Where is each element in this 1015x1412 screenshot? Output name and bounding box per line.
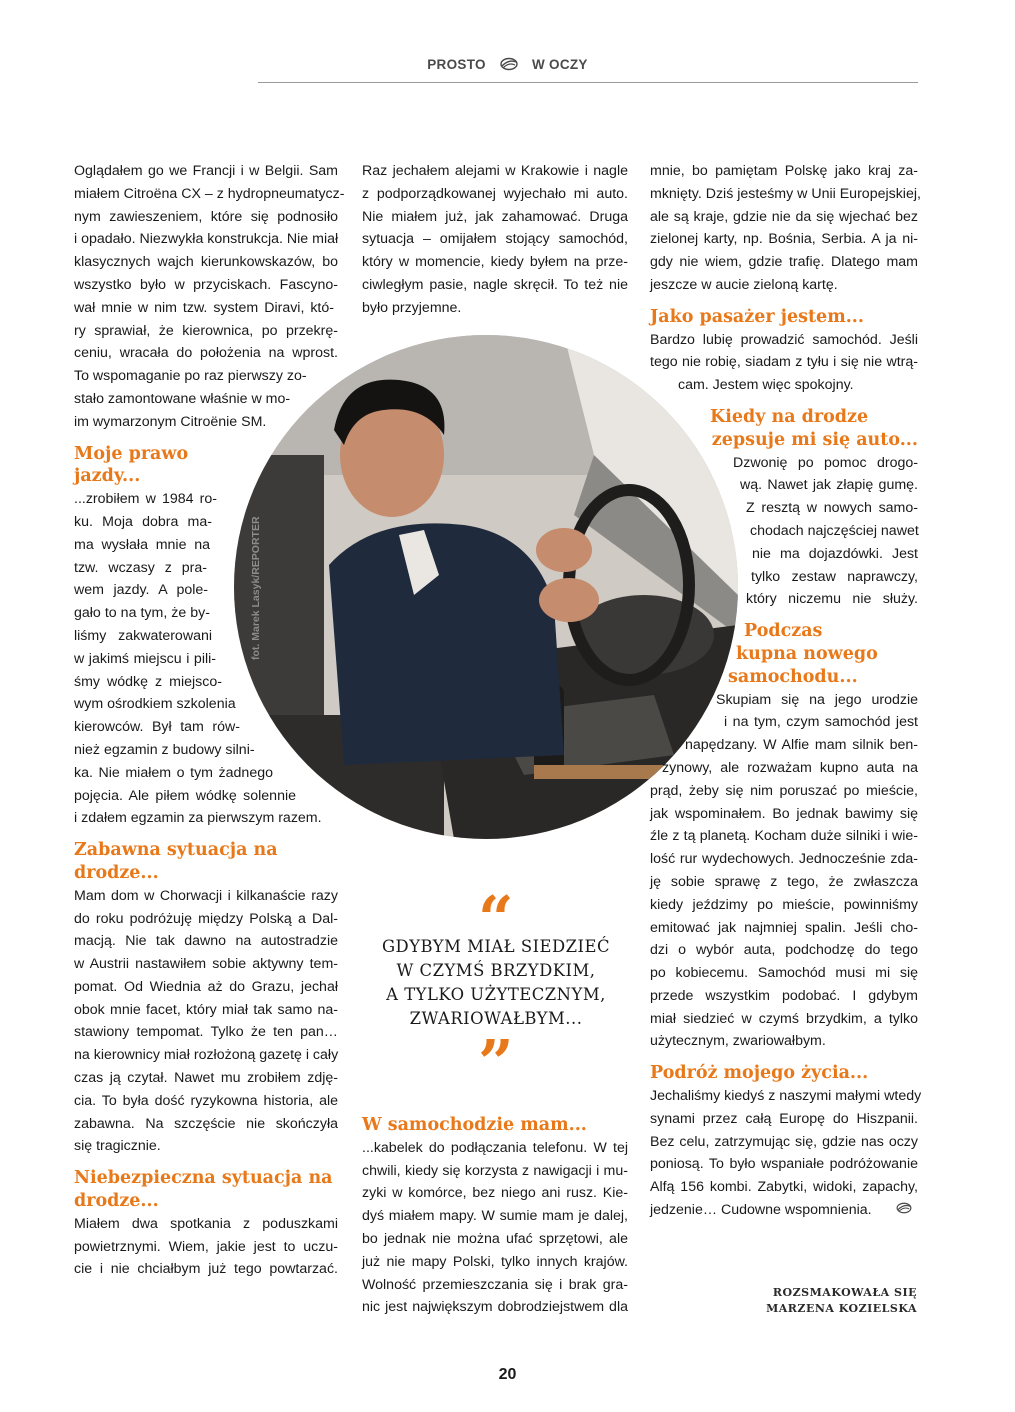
text-line: chodach najczęściej nawet [750,522,919,539]
text-line: Raz jechałem alejami w Krakowie i nagle [362,163,628,179]
quote-line: GDYBYM MIAŁ SIEDZIEĆ [381,937,611,956]
header-rule [258,82,918,83]
heading-line: samochodu... [728,666,858,687]
heading-line: drodze... [74,1191,159,1212]
text-line: Dzwonię po pomoc drogo- [733,454,918,471]
text-line: do roku podróżuję między Polską a Dal- [74,910,338,927]
text-line: wał mnie w nim tzw. system Diravi, któ- [74,299,334,316]
quote-line: W CZYMŚ BRZYDKIM, [396,961,596,980]
text-line: ...kabelek do podłączania telefonu. W tej [362,1139,628,1156]
col1-paragraph-3 [74,1213,338,1281]
text-line: emitować jak najmniej spalin. Jeśli cho- [650,919,918,936]
text-line: jedzenie… Cudowne wspomnienia. [650,1202,872,1219]
text-line: im wymarzonym Citroënie SM. [74,413,267,430]
text-line: ciwległym pasie, nagle skręcił. To też nie [362,276,628,293]
text-line: Bardzo lubię prowadzić samochód. Jeśli [650,331,918,348]
col2-intro [362,160,628,320]
text-line: ceniu, wracała do położenia na wprost. [74,345,338,362]
heading-kiedy-na-drodze [650,406,918,452]
end-mark-icon [896,1199,912,1222]
text-line: ry sprawiał, że kierownica, po przekrę- [74,322,338,339]
heading-podroz-mojego-zycia [650,1062,918,1085]
pull-quote [362,935,630,1031]
text-line: cie i nie chciałbym już tego powtarzać. [74,1261,338,1278]
column-2-lower [362,1114,628,1319]
text-line: nic jest największym dobrodziejstwem dla [362,1299,628,1316]
photo-credit: fot. Marek Lasyk/REPORTER [250,516,262,660]
text-line: gało to na tym, że by- [74,605,210,622]
heading-moje-prawo-jazdy [74,443,338,489]
heading-w-samochodzie [362,1114,628,1137]
text-line: zabawna. Na szczęście nie skończyła [74,1115,338,1132]
quote-open-mark: “ [478,882,514,955]
col2-paragraph-1 [362,1137,628,1319]
heading-niebezpieczna-sytuacja [74,1167,338,1213]
running-header [0,57,1015,74]
text-line: To wspomaganie po raz pierwszy zo- [74,368,307,385]
heading-line: drodze... [74,862,159,883]
text-line: Oglądałem go we Francji i w Belgii. Sam [74,163,338,179]
text-line: macją. Nie tak dawno na autostradzie [74,933,338,950]
col1-paragraph-1 [74,488,338,830]
text-line: w Austrii nastawiłem sobie aktywny tem- [74,956,338,973]
column-2 [362,160,628,320]
text-line: bo jednak nie można ufać sprzętowi, ale [362,1230,628,1247]
heading-line: Kiedy na drodze [710,406,869,427]
text-line: tzw. wczasy z pra- [74,559,207,576]
heading-line: Podróż mojego życia... [650,1063,869,1084]
text-line: Wolność przemieszczania się i brak gra- [362,1276,628,1293]
col3-paragraph-2 [650,452,918,612]
text-line: gdy nie wiem, gdzie trafię. Dlatego mam [650,254,918,271]
col3-intro [650,160,921,297]
col3-paragraph-3 [650,689,918,1054]
page-number: 20 [498,1366,517,1383]
text-line: mnie, bo pamiętam Polskę jako kraj za- [650,163,918,179]
text-line: po kobiecemu. Samochód musi mi się [650,965,918,982]
text-line: dyś miałem mapy. W sumie mam je dalej, [362,1208,628,1225]
text-line: klasycznych wajch kierunkowskazów, bo [74,254,338,271]
heading-line: Jako pasażer jestem... [650,306,864,327]
quote-line: A TYLKO UŻYTECZNYM, [386,985,606,1004]
text-line: napędzany. W Alfie mam silnik ben- [685,737,918,754]
text-line: pojęcia. Ale piłem wódkę solennie [74,787,296,804]
column-3 [650,160,922,1222]
text-line: nie ma dojazdówki. Jest [752,545,918,562]
text-line: liśmy zakwaterowani [74,627,212,644]
heading-zabawna-sytuacja [74,839,338,885]
text-line: się tragicznie. [74,1138,161,1155]
text-line: zielonej karty, np. Bośnia, Serbia. A ja ni- [650,231,918,248]
col1-paragraph-2 [74,885,338,1159]
text-line: Z resztą w nowych samo- [746,500,918,517]
text-line: ka. Nie miałem o tym żadnego [74,764,273,781]
text-line: i zdałem egzamin za pierwszym razem. [74,810,322,827]
magazine-logo-icon [500,57,518,74]
text-line: sytuacja – omijałem stojący samochód, [362,231,628,248]
text-line: Skupiam się na jego urodzie [716,691,918,708]
author-signature [766,1285,917,1317]
text-line: tego nie robię, siadam z tyłu i się nie wtrą- [650,354,918,371]
text-line: ma wysłała mnie na [74,536,210,553]
text-line: jak wspominałem. Bo jednak bawimy się [650,805,918,822]
text-line: przede wszystkim podobać. I gdybym [650,987,918,1004]
text-line: użytecznym, zwariowałbym. [650,1033,826,1050]
text-line: jeszcze w aucie zieloną kartę. [650,276,838,293]
text-line: czas ją czytał. Nawet mu zrobiłem zdję- [74,1070,338,1087]
heading-line: kupna nowego [736,643,878,664]
text-line: ku. Moja dobra ma- [74,513,212,530]
col3-paragraph-1 [650,329,918,397]
text-line: było przyjemne. [362,299,462,316]
heading-jako-pasazer [650,306,918,329]
text-line: dzi o wybór auta, podchodzę do tego [650,942,918,959]
text-line: Nie miałem już, jak zahamować. Druga [362,208,628,225]
heading-line: Niebezpieczna sytuacja na [74,1168,333,1189]
text-line: prąd, żeby się nim poruszać po mieście, [650,782,918,799]
text-line: cam. Jestem więc spokojny. [678,377,854,394]
text-line: miał siedzieć w czymś brzydkim, a tylko [650,1010,918,1027]
text-line: z podporządkowanej wyjechało mi auto. [362,185,628,202]
text-line: wą. Nawet jak złapię gumę. [740,477,918,494]
heading-podczas-kupna [650,620,918,688]
heading-line: Zabawna sytuacja na [74,840,278,861]
text-line: nież egzamin z budowy silni- [74,741,255,758]
text-line: źle z tą planetą. Kocham duże silniki i wie- [650,828,918,845]
text-line: i opadało. Niezwykła konstrukcja. Nie miał [74,231,339,248]
text-line: nym zawieszeniem, które się podnosiło [74,208,338,225]
column-1 [74,160,345,1281]
text-line: zynowy, ale rozważam kupno auta na [662,759,918,776]
text-line: na kierownicy miał rozłożoną gazetę i cały [74,1047,339,1064]
text-line: pomat. Od Wiednia aż do Grazu, jechał [74,978,338,995]
text-line: ale są kraje, gdzie nie da się wjechać bez [650,208,918,225]
heading-line: zepsuje mi się auto... [711,429,918,450]
text-line: ję sobie sprawę z tego, że zwłaszcza [650,873,918,890]
text-line: wym ośrodkiem szkolenia [74,696,236,713]
heading-line: jazdy... [74,466,141,487]
header-left: PROSTO [427,57,486,73]
text-line: cia. To była dość ryzykowna historia, ale [74,1092,338,1109]
text-line: wem jazdy. A pole- [74,582,208,599]
heading-line: Podczas [744,621,823,642]
text-line: Mam dom w Chorwacji i kilkanaście razy [74,887,338,904]
text-line: stało zamontowane właśnie w mo- [74,390,291,407]
quote-line: ZWARIOWAŁBYM... [409,1009,583,1028]
heading-line: W samochodzie mam... [362,1115,587,1135]
text-line: tylko zestaw naprawczy, [751,568,918,585]
text-line: mknięty. Dziś jesteśmy w Unii Europejskiej, [650,185,921,202]
col3-paragraph-4 [650,1085,922,1222]
quote-close-mark: ” [478,1026,514,1099]
header-right: W OCZY [531,57,588,73]
text-line: wszystko było w przyciskach. Fascyno- [74,276,338,293]
text-line: chwili, kiedy się korzysta z nawigacji i mu- [362,1162,628,1179]
text-line: który niczemu nie służy. [746,591,918,608]
text-line: kierowców. Był tam rów- [74,719,240,736]
text-line: miałem Citroëna CX – z hydropneumatycz- [74,185,345,202]
text-line: który w momencie, kiedy byłem na prze- [362,254,628,271]
signature-line: MARZENA KOZIELSKA [766,1302,917,1315]
text-line: stawiony tempomat. Tylko że ten pan… [74,1024,338,1041]
text-line: Jechaliśmy kiedyś z naszymi małymi wtedy [650,1088,922,1105]
heading-line: Moje prawo [74,443,189,464]
text-line: synami przez całą Europę do Hiszpanii. [650,1110,918,1127]
col1-intro [74,160,345,434]
text-line: zyki w komórce, bez niego ani rusz. Kie- [362,1185,628,1202]
signature-line: ROZSMAKOWAŁA SIĘ [772,1286,917,1299]
text-line: śmy wódkę z miejsco- [74,673,222,690]
text-line: w jakimś miejscu i pili- [74,650,216,667]
text-line: ...zrobiłem w 1984 ro- [74,491,217,508]
text-line: lość rur wydechowych. Jednocześnie zda- [650,851,918,868]
text-line: i na tym, czym samochód jest [724,714,918,731]
text-line: kiedy jeździmy po mieście, powinniśmy [650,896,918,913]
text-line: poniosą. To było wspaniałe podróżowanie [650,1156,918,1173]
text-line: Miałem dwa spotkania z poduszkami [74,1215,338,1232]
text-line: obok mnie facet, który miał tak samo na- [74,1001,338,1018]
text-line: Bez celu, zatrzymując się, gdzie nas oczy [650,1133,918,1150]
text-line: już nie mapy Polski, tylko innych krajów. [362,1253,628,1270]
text-line: Alfą 156 kombi. Zabytki, widoki, zapachy, [650,1179,918,1196]
text-line: powietrznymi. Wiem, jakie jest to uczu- [74,1238,338,1255]
